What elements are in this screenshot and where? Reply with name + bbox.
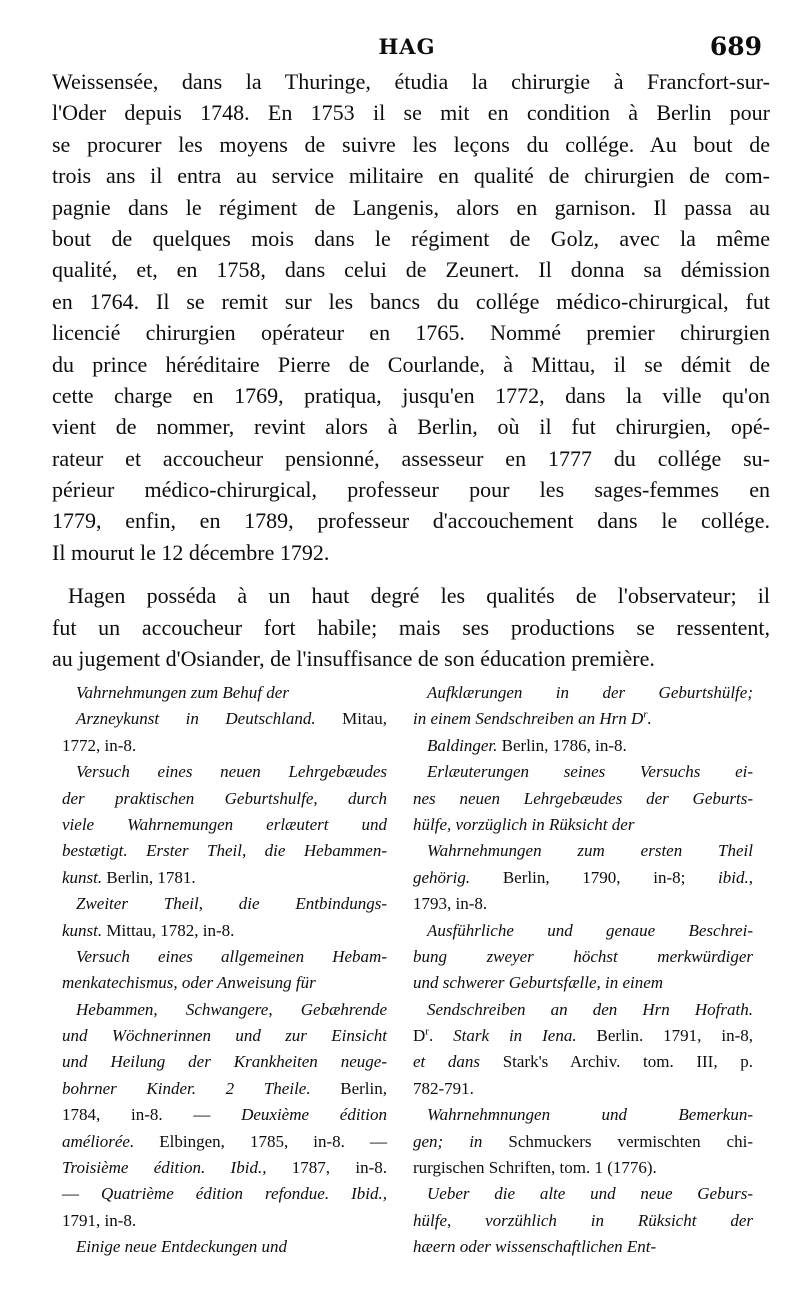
italic-title-text: Zweiter Theil, die Entbindungs- bbox=[76, 894, 387, 914]
superscript-text: r bbox=[425, 1025, 429, 1038]
italic-title-text: Quatrième édition refondue. Ibid., bbox=[101, 1184, 388, 1204]
bibliography-line bbox=[413, 1208, 753, 1234]
bibliography-line bbox=[413, 1181, 753, 1207]
bibliography-line bbox=[413, 1155, 753, 1181]
italic-title-text: nes neuen Lehrgebæudes der Geburts- bbox=[413, 788, 753, 808]
italic-title-text: bestætigt. Erster Theil, die Hebammen- bbox=[62, 841, 387, 861]
bibliography-line bbox=[62, 1076, 387, 1102]
bibliography-line bbox=[413, 970, 753, 996]
italic-title-text: Versuch eines neuen Lehrgebæudes bbox=[76, 762, 387, 782]
bibliography-line bbox=[413, 944, 753, 970]
text-line: 1779, enfin, en 1789, professeur d'accouchement dans le collége. bbox=[52, 508, 770, 534]
italic-title-text: et dans bbox=[413, 1052, 481, 1072]
text-line: rateur et accoucheur pensionné, assesseur en 1777 du collége su- bbox=[52, 445, 770, 471]
bibliography-line bbox=[413, 812, 753, 838]
citation-text: Schmuckers vermischten chi- bbox=[482, 1131, 753, 1151]
bibliography-line bbox=[413, 680, 753, 706]
text-line: fut un accoucheur fort habile; mais ses productions se ressentent, bbox=[52, 614, 770, 640]
italic-title-text: Baldinger. bbox=[427, 735, 498, 755]
text-line: se procurer les moyens de suivre les leçons du collége. Au bout de bbox=[52, 131, 770, 157]
citation-text: 1787, in-8. bbox=[266, 1158, 388, 1178]
text-line: licencié chirurgien opérateur en 1765. Nommé premier chirurgien bbox=[52, 320, 770, 346]
italic-title-text: Einige neue Entdeckungen und bbox=[76, 1237, 288, 1257]
citation-text: Berlin. 1791, in-8, bbox=[576, 1026, 753, 1046]
bibliography-line bbox=[62, 944, 387, 970]
italic-title-text: Arzneykunst in Deutschland. bbox=[76, 709, 316, 729]
bibliography-line bbox=[62, 1181, 387, 1207]
italic-title-text: Deuxième édition bbox=[241, 1105, 387, 1125]
citation-text: — bbox=[62, 1184, 102, 1204]
bibliography-line bbox=[413, 706, 753, 732]
italic-title-text: und schwerer Geburtsfælle, in einem bbox=[413, 973, 664, 993]
biography-paragraph bbox=[52, 66, 770, 568]
assessment-paragraph bbox=[52, 580, 770, 674]
citation-text: rurgischen Schriften, tom. 1 (1776). bbox=[413, 1158, 657, 1178]
bibliography-left-column bbox=[62, 680, 387, 1261]
italic-title-text: Stark in Iena. bbox=[453, 1026, 577, 1046]
italic-title-text: bohrner Kinder. 2 Theile. bbox=[62, 1078, 311, 1098]
bibliography-line bbox=[413, 733, 753, 759]
bibliography-line bbox=[62, 865, 387, 891]
bibliography-line bbox=[62, 1049, 387, 1075]
citation-text: D bbox=[413, 1026, 426, 1046]
citation-text: Berlin, bbox=[310, 1078, 387, 1098]
citation-text: Berlin, 1781. bbox=[102, 867, 196, 887]
text-line: qualité, et, en 1758, dans celui de Zeunert. Il donna sa démission bbox=[52, 257, 770, 283]
text-line: cette charge en 1769, pratiqua, jusqu'en 1772, dans la ville qu'on bbox=[52, 382, 770, 408]
italic-title-text: hülfe, vorzühlich in Rüksicht der bbox=[413, 1210, 753, 1230]
italic-title-text: hæern oder wissenschaftlichen Ent- bbox=[413, 1237, 657, 1257]
bibliography-line bbox=[413, 786, 753, 812]
citation-text: 782-791. bbox=[413, 1078, 474, 1098]
italic-title-text: viele Wahrnemungen erlæutert und bbox=[62, 814, 387, 834]
superscript-text: r bbox=[643, 708, 648, 721]
bibliography-line bbox=[413, 1076, 753, 1102]
italic-title-text: Ausführliche und genaue Beschrei- bbox=[427, 920, 753, 940]
bibliography-line bbox=[62, 1234, 387, 1260]
bibliography-line bbox=[62, 680, 387, 706]
text-line: Hagen posséda à un haut degré les qualités de l'observateur; il bbox=[68, 583, 770, 609]
citation-text: . bbox=[428, 1026, 454, 1046]
bibliography-line bbox=[62, 786, 387, 812]
bibliography-line bbox=[413, 1129, 753, 1155]
text-line: du prince héréditaire Pierre de Courlande, à Mittau, il se démit de bbox=[52, 351, 770, 377]
bibliography-line bbox=[413, 1234, 753, 1260]
italic-title-text: Erlæuterungen seines Versuchs ei- bbox=[427, 762, 753, 782]
text-line: bout de quelques mois dans le régiment de Golz, avec la même bbox=[52, 225, 770, 251]
bibliography-line bbox=[413, 997, 753, 1023]
bibliography-line bbox=[413, 1023, 753, 1049]
citation-text: Mittau, 1782, in-8. bbox=[102, 920, 235, 940]
bibliography-line bbox=[413, 838, 753, 864]
text-line: vient de nommer, revint alors à Berlin, où il fut chirurgien, opé- bbox=[52, 414, 770, 440]
page-number: 689 bbox=[709, 32, 762, 61]
bibliography-line bbox=[62, 1102, 387, 1128]
text-line: pagnie dans le régiment de Langenis, alors en garnison. Il passa au bbox=[52, 194, 770, 220]
italic-title-text: der praktischen Geburtshulfe, durch bbox=[62, 788, 387, 808]
text-line: Il mourut le 12 décembre 1792. bbox=[52, 539, 330, 565]
italic-title-text: Sendschreiben an den Hrn Hofrath. bbox=[427, 999, 753, 1019]
bibliography-line bbox=[413, 1102, 753, 1128]
italic-title-text: améliorée. bbox=[62, 1131, 135, 1151]
italic-title-text: Troisième édition. Ibid., bbox=[62, 1158, 267, 1178]
citation-text: Elbingen, 1785, in-8. — bbox=[134, 1131, 387, 1151]
bibliography-right-column bbox=[413, 680, 753, 1261]
italic-title-text: Wahrnehmungen zum ersten Theil bbox=[427, 841, 753, 861]
italic-title-text: in einem Sendschreiben an Hrn D bbox=[413, 709, 644, 729]
italic-title-text: menkatechismus, oder Anweisung für bbox=[62, 973, 316, 993]
italic-title-text: bung zweyer höchst merkwürdiger bbox=[413, 946, 753, 966]
italic-title-text: ibid. bbox=[718, 867, 749, 887]
bibliography-line bbox=[413, 891, 753, 917]
running-head-title: HAG bbox=[378, 34, 436, 59]
citation-text: 1793, in-8. bbox=[413, 894, 488, 914]
citation-text: 1791, in-8. bbox=[62, 1210, 137, 1230]
citation-text: Stark's Archiv. tom. III, p. bbox=[480, 1052, 753, 1072]
italic-title-text: Vahrnehmungen zum Behuf der bbox=[76, 683, 289, 702]
italic-title-text: hülfe, vorzüglich in Rüksicht der bbox=[413, 814, 635, 834]
italic-title-text: Aufklærungen in der Geburtshülfe; bbox=[427, 683, 753, 702]
bibliography-line bbox=[62, 1208, 387, 1234]
text-line: périeur médico-chirurgical, professeur pour les sages-femmes en bbox=[52, 477, 770, 503]
bibliography-line bbox=[413, 865, 753, 891]
italic-title-text: und Wöchnerinnen und zur Einsicht bbox=[62, 1026, 387, 1046]
citation-text: Berlin, 1790, in-8; bbox=[470, 867, 719, 887]
citation-text: Berlin, 1786, in-8. bbox=[497, 735, 627, 755]
citation-text: , bbox=[748, 867, 753, 887]
bibliography-line bbox=[62, 918, 387, 944]
running-head bbox=[52, 30, 762, 64]
article-body bbox=[52, 66, 770, 674]
citation-text: 1784, in-8. — bbox=[62, 1105, 242, 1125]
text-line: en 1764. Il se remit sur les bancs du collége médico-chirurgical, fut bbox=[52, 288, 770, 314]
bibliography-line bbox=[62, 759, 387, 785]
bibliography-line bbox=[62, 1023, 387, 1049]
italic-title-text: Ueber die alte und neue Geburs- bbox=[427, 1184, 753, 1204]
italic-title-text: und Heilung der Krankheiten neuge- bbox=[62, 1052, 387, 1072]
italic-title-text: gen; in bbox=[413, 1131, 483, 1151]
italic-title-text: kunst. bbox=[62, 867, 103, 887]
text-line: Weissensée, dans la Thuringe, étudia la chirurgie à Francfort-sur- bbox=[52, 69, 770, 94]
text-line: trois ans il entra au service militaire en qualité de chirurgien de com- bbox=[52, 163, 770, 189]
bibliography-line bbox=[62, 733, 387, 759]
italic-title-text: Hebammen, Schwangere, Gebæhrende bbox=[76, 999, 387, 1019]
italic-title-text: . bbox=[647, 709, 652, 729]
italic-title-text: kunst. bbox=[62, 920, 103, 940]
bibliography-line bbox=[62, 997, 387, 1023]
italic-title-text: Versuch eines allgemeinen Hebam- bbox=[76, 946, 387, 966]
bibliography-line bbox=[62, 970, 387, 996]
bibliography-line bbox=[62, 838, 387, 864]
text-line: au jugement d'Osiander, de l'insuffisance de son éducation première. bbox=[52, 646, 655, 672]
bibliography-line bbox=[62, 1155, 387, 1181]
citation-text: 1772, in-8. bbox=[62, 735, 137, 755]
italic-title-text: Wahrnehmnungen und Bemerkun- bbox=[427, 1105, 753, 1125]
bibliography-line bbox=[413, 759, 753, 785]
text-line: l'Oder depuis 1748. En 1753 il se mit en condition à Berlin pour bbox=[52, 100, 770, 126]
citation-text: Mitau, bbox=[315, 709, 387, 729]
bibliography-line bbox=[62, 706, 387, 732]
bibliography-line bbox=[413, 918, 753, 944]
bibliography-line bbox=[62, 1129, 387, 1155]
bibliography-line bbox=[62, 812, 387, 838]
bibliography-line bbox=[413, 1049, 753, 1075]
bibliography-line bbox=[62, 891, 387, 917]
italic-title-text: gehörig. bbox=[413, 867, 471, 887]
